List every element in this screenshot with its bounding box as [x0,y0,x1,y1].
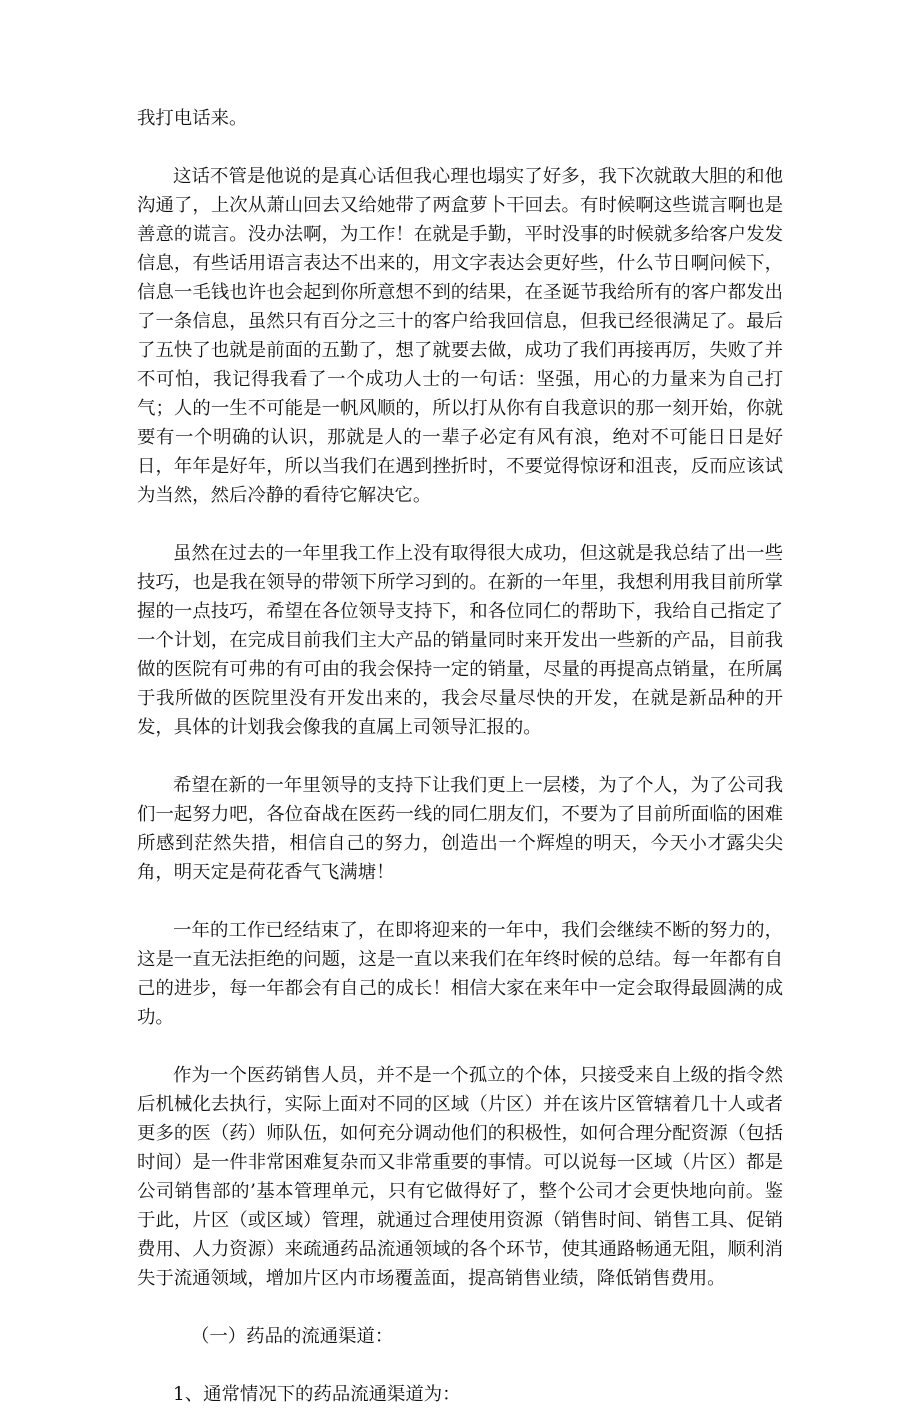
paragraph-encouragement: 希望在新的一年里领导的支持下让我们更上一层楼，为了个人，为了公司我们一起努力吧，各位奋战在医药一线的同仁朋友们，不要为了目前所面临的困难所感到茫然失措，相信自己的努力，创造出一个辉煌的明天，今天小才露尖尖角，明天定是荷花香气飞满塘！ [137,775,783,883]
paragraph-new-year-plan: 虽然在过去的一年里我工作上没有取得很大成功，但这就是我总结了出一些技巧，也是我在领导的带领下所学习到的。在新的一年里，我想利用我目前所掌握的一点技巧，希望在各位领导支持下，和各位同仁的帮助下，我给自己指定了一个计划，在完成目前我们主大产品的销量同时来开发出一些新的产品，目前我做的医院有可弗的有可由的我会保持一定的销量，尽量的再提高点销量，在所属于我所做的医院里没有开发出来的，我会尽量尽快的开发，在就是新品种的开发，具体的计划我会像我的直属上司领导汇报的。 [137,543,783,738]
section-heading: （一）药品的流通渠道： [191,1326,394,1347]
document-body [137,104,783,1409]
paragraph-regional-management: 作为一个医药销售人员，并不是一个孤立的个体，只接受来自上级的指令然后机械化去执行，实际上面对不同的区域（片区）并在该片区管辖着几十人或者更多的医（药）师队伍，如何充分调动他们的积极性，如何合理分配资源（包括时间）是一件非常困难复杂而又非常重要的事情。可以说每一区域（片区）都是公司销售部的’基本管理单元，只有它做得好了，整个公司才会更快地向前。鉴于此，片区（或区域）管理，就通过合理使用资源（销售时间、销售工具、促销费用、人力资源）来疏通药品流通领域的各个环节，使其通路畅通无阻，顺利消失于流通领域，增加片区内市场覆盖面，提高销售业绩，降低销售费用。 [137,1065,783,1289]
paragraph-customer-communication: 这话不管是他说的是真心话但我心理也塌实了好多，我下次就敢大胆的和他沟通了，上次从萧山回去又给她带了两盒萝卜干回去。有时候啊这些谎言啊也是善意的谎言。没办法啊，为工作！在就是手勤，平时没事的时候就多给客户发发信息，有些话用语言表达不出来的，用文字表达会更好些，什么节日啊问候下，信息一毛钱也许也会起到你所意想不到的结果，在圣诞节我给所有的客户都发出了一条信息，虽然只有百分之三十的客户给我回信息，但我已经很满足了。最后了五快了也就是前面的五勤了，想了就要去做，成功了我们再接再厉，失败了并不可怕，我记得我看了一个成功人士的一句话：坚强，用心的力量来为自己打气；人的一生不可能是一帆风顺的，所以打从你有自我意识的那一刻开始，你就要有一个明确的认识，那就是人的一辈子必定有风有浪，绝对不可能日日是好日，年年是好年，所以当我们在遇到挫折时，不要觉得惊讶和沮丧，反而应该试为当然，然后冷静的看待它解决它。 [137,166,783,506]
paragraph-year-summary: 一年的工作已经结束了，在即将迎来的一年中，我们会继续不断的努力的，这是一直无法拒绝的问题，这是一直以来我们在年终时候的总结。每一年都有自己的进步，每一年都会有自己的成长！相信大家在来年中一定会取得最圆满的成功。 [137,920,783,1028]
list-item: 1、通常情况下的药品流通渠道为： [173,1384,461,1405]
paragraph-continuation: 我打电话来。 [137,108,248,129]
